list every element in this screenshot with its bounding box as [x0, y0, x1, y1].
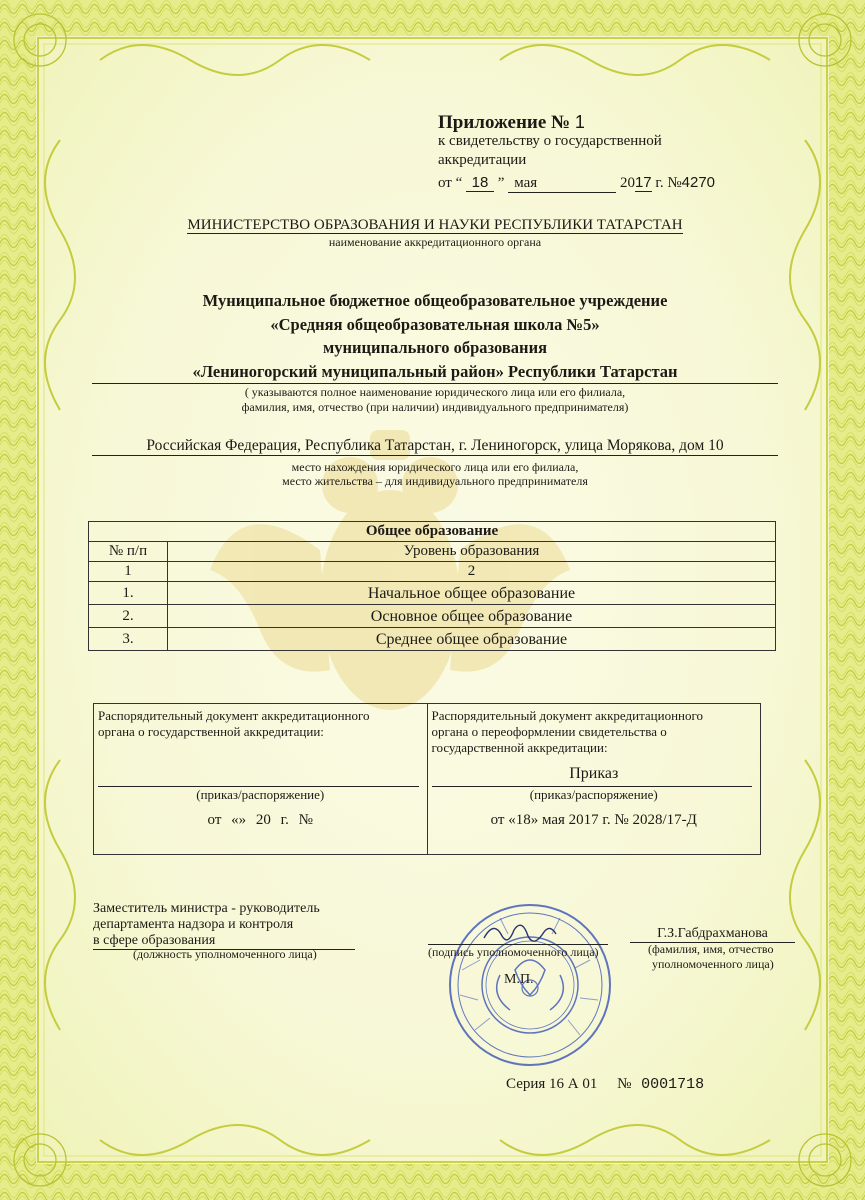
row-num: 3. [89, 628, 168, 651]
col-header-num: № п/п [89, 542, 168, 562]
right-doc-date: от «18» мая 2017 г. № 2028/17-Д [490, 812, 697, 828]
signatory-position [93, 901, 355, 950]
date-prefix: от “ [438, 175, 463, 191]
row-num: 1. [89, 582, 168, 605]
signatory-name-caption [648, 942, 774, 972]
seal-place-label: М.П. [504, 972, 534, 987]
date-number-label: г. № [655, 175, 682, 191]
address-caption [90, 460, 780, 488]
org-caption-2: фамилия, имя, отчество (при наличии) индивидуального предпринимателя) [241, 400, 629, 414]
row-level: Среднее общее образование [168, 628, 776, 651]
date-day: 18 [466, 174, 494, 192]
appendix-title [438, 112, 585, 134]
reg-number: 4270 [681, 174, 716, 191]
row-level: Начальное общее образование [168, 582, 776, 605]
right-doc-title: Распорядительный документ аккредитационного органа о переоформлении свидетельства о государственной аккредитации: [431, 708, 704, 755]
left-doc-title: Распорядительный документ аккредитационного органа о государственной аккредитации: [98, 708, 370, 739]
org-line-4: «Лениногорский муниципальный район» Республики Татарстан [92, 360, 778, 385]
col-header-level: Уровень образования [168, 542, 776, 562]
right-doc-value: Приказ [569, 765, 619, 782]
appendix-subtitle [438, 132, 662, 170]
series-label: Серия 16 А 01 [506, 1076, 598, 1092]
org-caption [90, 385, 780, 415]
appendix-line-1: к свидетельству о государственной [438, 133, 662, 149]
org-line-3: муниципального образования [322, 338, 547, 357]
certificate-series [506, 1076, 704, 1093]
series-number: 0001718 [641, 1076, 705, 1093]
date-month: мая [508, 175, 616, 193]
appendix-title-text: Приложение № [438, 112, 571, 133]
row-num: 2. [89, 605, 168, 628]
education-levels-table [88, 521, 776, 651]
position-line-1: Заместитель министра - руководитель [93, 901, 320, 916]
position-line-3: в сфере образования [93, 933, 355, 950]
table-header-row [89, 542, 776, 562]
table-row [89, 628, 776, 651]
address-caption-2: место жительства – для индивидуального предпринимателя [282, 474, 588, 488]
organization-name [90, 289, 780, 384]
handwritten-signature [480, 918, 560, 948]
left-doc-caption: (приказ/распоряжение) [196, 787, 325, 802]
name-caption-2: уполномоченного лица) [652, 957, 774, 971]
position-line-2: департамента надзора и контроля [93, 917, 294, 932]
signatory-name: Г.З.Габдрахманова [630, 926, 795, 943]
right-doc-caption: (приказ/распоряжение) [529, 787, 658, 802]
appendix-line-2: аккредитации [438, 152, 527, 168]
series-number-label: № [617, 1076, 632, 1092]
accreditation-order-column [94, 704, 427, 854]
left-doc-date: от «» 20 г. № [207, 812, 313, 828]
address-caption-1: место нахождения юридического лица или его филиала, [291, 460, 579, 474]
date-year-suffix: 17 [634, 174, 652, 191]
org-line-1: Муниципальное бюджетное общеобразовательное учреждение [202, 291, 668, 310]
appendix-number: 1 [574, 112, 585, 132]
position-caption: (должность уполномоченного лица) [133, 947, 317, 961]
order-documents-box [93, 703, 761, 855]
row-level: Основное общее образование [168, 605, 776, 628]
table-index-row [89, 562, 776, 582]
col-index-level: 2 [168, 562, 776, 582]
authority-caption: наименование аккредитационного органа [328, 235, 542, 249]
authority-block [100, 217, 770, 250]
authority-name: МИНИСТЕРСТВО ОБРАЗОВАНИЯ И НАУКИ РЕСПУБЛИКИ ТАТАРСТАН [187, 217, 683, 233]
appendix-date [438, 174, 715, 193]
address-text: Российская Федерация, Республика Татарстан, г. Лениногорск, улица Морякова, дом 10 [92, 437, 778, 456]
org-line-2: «Средняя общеобразовательная школа №5» [270, 314, 600, 334]
table-row [89, 605, 776, 628]
table-row [89, 582, 776, 605]
date-quote: ” [497, 175, 505, 191]
col-index-num: 1 [89, 562, 168, 582]
date-year-prefix: 20 [619, 175, 635, 191]
table-title: Общее образование [89, 522, 776, 542]
table-title-row [89, 522, 776, 542]
address [90, 437, 780, 456]
reissue-order-column [427, 704, 761, 854]
signature-caption: (подпись уполномоченного лица) [428, 945, 599, 959]
org-caption-1: ( указываются полное наименование юридического лица или его филиала, [244, 385, 626, 399]
name-caption-1: (фамилия, имя, отчество [648, 942, 774, 956]
